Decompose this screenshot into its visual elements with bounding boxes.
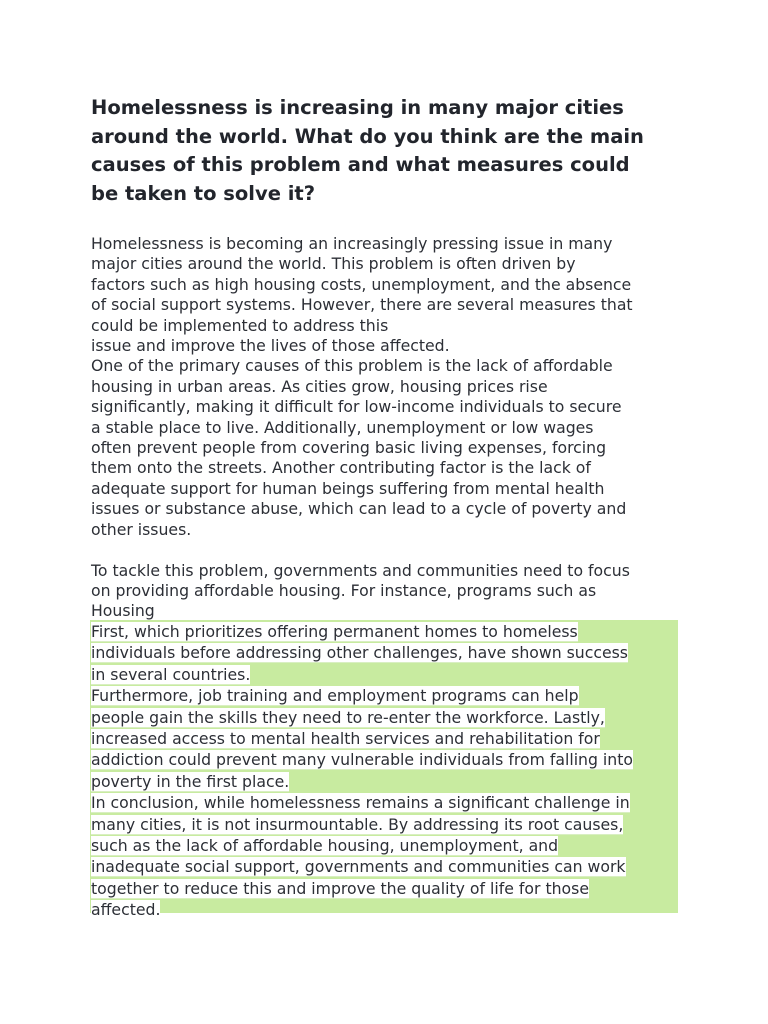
- highlighted-line[interactable]: affected.: [91, 900, 161, 920]
- highlighted-line[interactable]: many cities, it is not insurmountable. By addressing its root causes,: [91, 814, 624, 834]
- body-line: often prevent people from covering basic living expenses, forcing: [91, 438, 607, 458]
- title-line: causes of this problem and what measures could: [91, 153, 630, 176]
- body-line: a stable place to live. Additionally, unemployment or low wages: [91, 417, 594, 437]
- body-line: housing in urban areas. As cities grow, housing prices rise: [91, 376, 548, 396]
- body-line: issues or substance abuse, which can lead to a cycle of poverty and: [91, 499, 627, 519]
- highlighted-line[interactable]: increased access to mental health services and rehabilitation for: [91, 729, 600, 749]
- essay-question-title: [91, 94, 691, 208]
- body-line: issue and improve the lives of those affected.: [91, 336, 450, 356]
- body-line: could be implemented to address this: [91, 315, 389, 335]
- body-line: To tackle this problem, governments and communities need to focus: [91, 560, 630, 580]
- body-line: other issues.: [91, 519, 192, 539]
- body-line: Homelessness is becoming an increasingly pressing issue in many: [91, 234, 613, 253]
- highlighted-line[interactable]: in several countries.: [91, 664, 251, 684]
- body-line: adequate support for human beings suffering from mental health: [91, 478, 605, 498]
- highlighted-line[interactable]: First, which prioritizes offering permanent homes to homeless: [91, 622, 578, 641]
- body-line: One of the primary causes of this problem is the lack of affordable: [91, 356, 613, 376]
- body-line: significantly, making it difficult for low-income individuals to secure: [91, 397, 622, 417]
- highlighted-line[interactable]: people gain the skills they need to re-enter the workforce. Lastly,: [91, 707, 605, 727]
- body-line: Housing: [91, 601, 155, 621]
- highlighted-line[interactable]: such as the lack of affordable housing, unemployment, and: [91, 836, 559, 856]
- title-line: Homelessness is increasing in many major cities: [91, 96, 624, 119]
- body-line: major cities around the world. This problem is often driven by: [91, 254, 576, 274]
- blank-line: [91, 540, 691, 560]
- highlighted-passage: [91, 621, 691, 921]
- highlighted-line[interactable]: poverty in the first place.: [91, 771, 290, 791]
- highlighted-line[interactable]: In conclusion, while homelessness remains a significant challenge in: [91, 793, 630, 813]
- highlighted-line[interactable]: addiction could prevent many vulnerable individuals from falling into: [91, 750, 633, 770]
- highlighted-line[interactable]: together to reduce this and improve the quality of life for those: [91, 878, 589, 898]
- body-line: factors such as high housing costs, unemployment, and the absence: [91, 274, 632, 294]
- title-line: be taken to solve it?: [91, 181, 316, 205]
- body-line: of social support systems. However, there are several measures that: [91, 295, 633, 315]
- highlighted-line[interactable]: individuals before addressing other challenges, have shown success: [91, 643, 628, 663]
- highlighted-line[interactable]: inadequate social support, governments and communities can work: [91, 857, 626, 877]
- title-line: around the world. What do you think are the main: [91, 124, 644, 148]
- body-line: on providing affordable housing. For instance, programs such as: [91, 580, 597, 600]
- essay-body: [91, 234, 691, 622]
- highlighted-line[interactable]: Furthermore, job training and employment programs can help: [91, 686, 579, 706]
- body-line: them onto the streets. Another contributing factor is the lack of: [91, 458, 591, 478]
